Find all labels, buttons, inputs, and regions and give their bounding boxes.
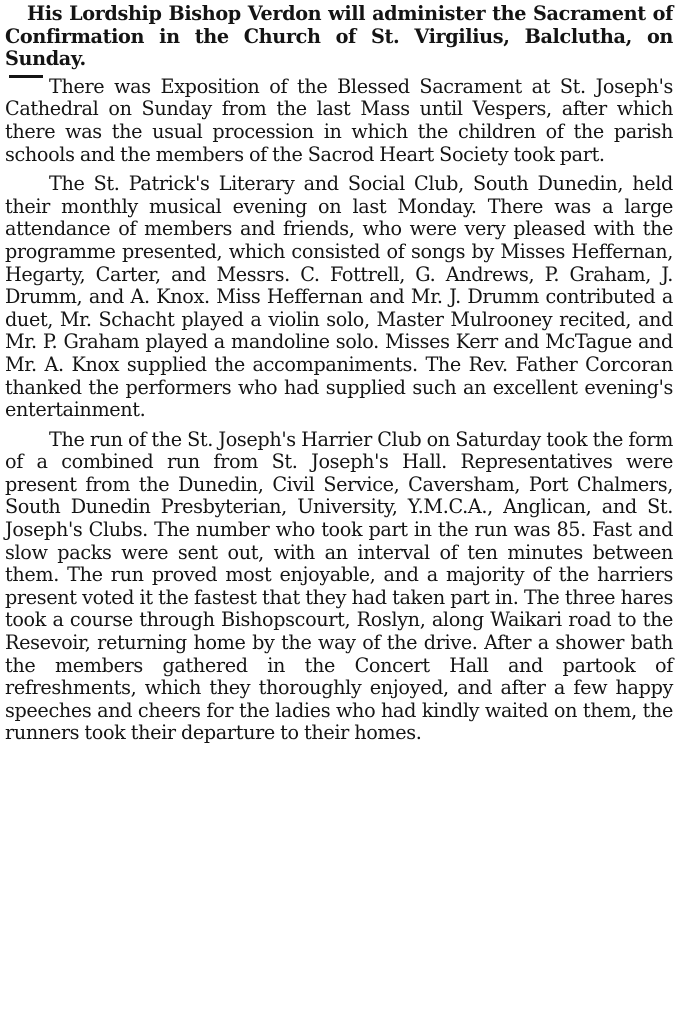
paragraph-social-club: The St. Patrick's Literary and Social Club, South Dunedin, held their monthly musical evening on last Monday. There was a large attendance of members and friends, who were very pleased with the programme presented, which consisted of songs by Misses Heffernan, Hegarty, Carter, and Messrs. C. Fottrell, G. Andrews, P. Graham, J. Drumm, and A. Knox. Miss Heffernan and Mr. J. Drumm contributed a duet, Mr. Schacht played a violin solo, Master Mulrooney recited, and Mr. P. Graham played a mandoline solo. Misses Kerr and McTague and Mr. A. Knox supplied the accompaniments. The Rev. Father Corcoran thanked the performers who had supplied such an excellent evening's entertainment. bbox=[5, 172, 673, 422]
paragraph-confirmation-notice: His Lordship Bishop Verdon will administer the Sacrament of Confirmation in the Church of St. Virgilius, Balclutha, on Sunday. bbox=[5, 2, 673, 71]
paragraph-exposition: There was Exposition of the Blessed Sacrament at St. Joseph's Cathedral on Sunday from the last Mass until Vespers, after which there was the usual procession in which the children of the parish schools and the members of the Sacrod Heart Society took part. bbox=[5, 74, 673, 166]
paragraph-harrier-club: The run of the St. Joseph's Harrier Club on Saturday took the form of a combined run from St. Joseph's Hall. Representatives were present from the Dunedin, Civil Service, Caversham, Port Chalmers, South Dunedin Presbyterian, University, Y.M.C.A., Anglican, and St. Joseph's Clubs. The number who took part in the run was 85. Fast and slow packs were sent out, with an interval of ten minutes between them. The run proved most enjoyable, and a majority of the harriers present voted it the fastest that they had taken part in. The three hares took a course through Bishopscourt, Roslyn, along Waikari road to the Resevoir, returning home by the way of the drive. After a shower bath the members gathered in the Concert Hall and partook of refreshments, which they thoroughly enjoyed, and after a few happy speeches and cheers for the ladies who had kindly waited on them, the runners took their departure to their homes. bbox=[5, 427, 673, 745]
